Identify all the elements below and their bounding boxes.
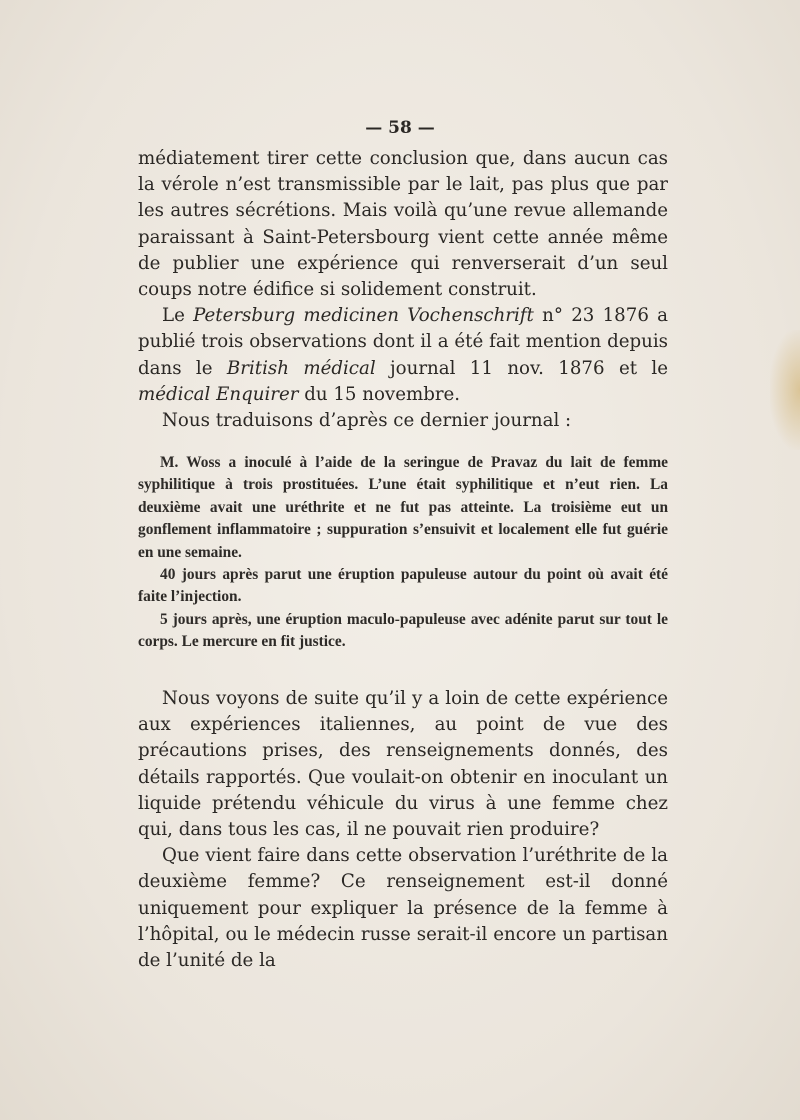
quote-paragraph: 5 jours après, une éruption maculo-papuleuse avec adénite parut sur tout le corps. Le mercure en fit justice. [138, 610, 668, 651]
opening-section [138, 146, 668, 434]
paragraph-question: Que vient faire dans cette observation l’uréthrite de la deuxième femme? Ce renseignement est-il donné uniquement pour expliquer la présence de la femme à l’hôpital, ou le médecin russe serait-il encore un partisan de l’unité de la [138, 845, 668, 972]
quoted-observation [138, 452, 668, 654]
text-span: du 15 novembre. [298, 383, 461, 405]
text-span: n° 23 1876 a publié trois observations dont il a été fait mention depuis dans le [138, 305, 668, 379]
paragraph-comparison: Nous voyons de suite qu’il y a loin de cette expérience aux expériences italiennes, au point de vue des précautions prises, des renseignements donnés, des détails rapportés. Que voulait-on obtenir en inoculant un liquide prétendu véhicule du virus à une femme chez qui, dans tous les cas, il ne pouvait rien produire? [138, 688, 668, 841]
paragraph-publication [138, 303, 668, 408]
journal-title: British médical [226, 357, 376, 379]
paragraph-conclusion: médiatement tirer cette conclusion que, dans aucun cas la vérole n’est transmissible par le lait, pas plus que par les autres sécrétions. Mais voilà qu’une revue allemande paraissant à Saint-Petersbourg vient cette année même de publier une expérience qui renverserait d’un seul coups notre édifice si solidement construit. [138, 148, 668, 301]
discussion-section [138, 686, 668, 974]
text-span: journal 11 nov. 1876 et le [375, 357, 668, 379]
paper-stain [770, 330, 800, 450]
paragraph-translation-intro: Nous traduisons d’après ce dernier journal : [162, 410, 572, 432]
text-span: Le [162, 305, 194, 327]
quote-paragraph: 40 jours après parut une éruption papuleuse autour du point où avait été faite l’injection. [138, 566, 668, 606]
journal-title: médical Enquirer [138, 383, 299, 405]
page-number: — 58 — [365, 118, 435, 138]
quote-paragraph: M. Woss a inoculé à l’aide de la seringue de Pravaz du lait de femme syphilitique à trois prostituées. L’une était syphilitique et n’eut rien. La deuxième avait une uréthrite et ne fut pas atteinte. La troisième eut un gonflement inflammatoire ; suppuration s’ensuivit et localement elle fut guérie en une semaine. [138, 454, 668, 561]
journal-title: Petersburg medicinen Vochenschrift [193, 305, 534, 327]
